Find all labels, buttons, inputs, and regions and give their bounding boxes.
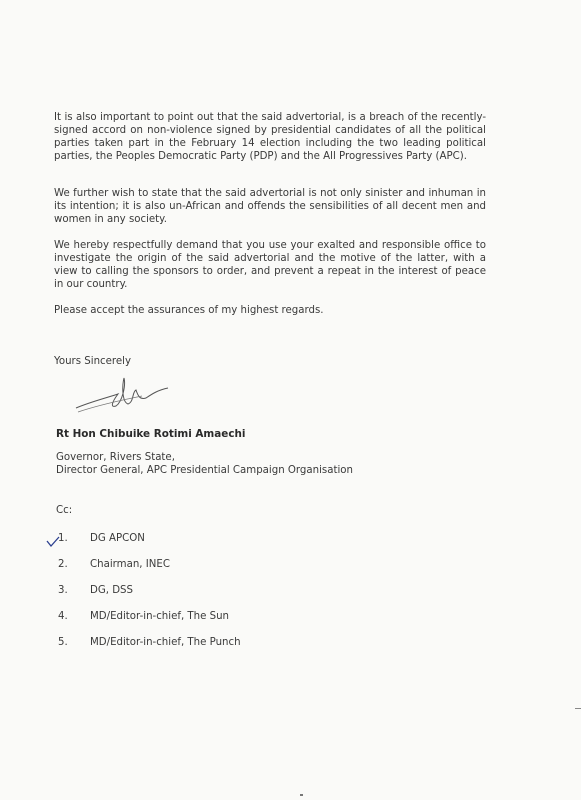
cc-item-number: 4. xyxy=(58,611,68,622)
closing-salutation: Yours Sincerely xyxy=(54,356,132,367)
scan-edge-mark xyxy=(575,708,581,709)
cc-item-text: Chairman, INEC xyxy=(90,559,170,570)
cc-list-item xyxy=(58,585,358,599)
cc-item-number: 5. xyxy=(58,637,68,648)
paragraph-regards: Please accept the assurances of my highest regards. xyxy=(54,305,324,316)
paragraph-breach-of-accord: It is also important to point out that the said advertorial, is a breach of the recently- signed accord on non-violence signed by presidential candidates of all the political parties taken part in the February 14 election including the two leading political parties, the Peoples Democratic Party (PDP) and the All Progressives Party (APC). xyxy=(54,112,486,162)
cc-item-text: MD/Editor-in-chief, The Sun xyxy=(90,611,229,622)
paragraph-sinister-intention: We further wish to state that the said advertorial is not only sinister and inhuman in its intention; it is also un-African and offends the sensibilities of all decent men and women in any society. xyxy=(54,188,486,225)
signer-title-governor: Governor, Rivers State, xyxy=(56,452,175,463)
paragraph-demand-investigation: We hereby respectfully demand that you use your exalted and responsible office to investigate the origin of the said advertorial and the motive of the latter, with a view to calling the sponsors to order, and prevent a repeat in the interest of peace in our country. xyxy=(54,240,486,290)
scan-speck xyxy=(300,794,303,796)
signer-name: Rt Hon Chibuike Rotimi Amaechi xyxy=(56,428,246,440)
cc-label: Cc: xyxy=(56,505,73,516)
cc-list-item xyxy=(58,611,358,625)
cc-list-item xyxy=(58,637,358,651)
cc-list-item xyxy=(58,559,358,573)
signer-title-director-general: Director General, APC Presidential Campaign Organisation xyxy=(56,465,353,476)
cc-item-text: DG, DSS xyxy=(90,585,133,596)
cc-list-item xyxy=(58,533,358,547)
cc-item-text: MD/Editor-in-chief, The Punch xyxy=(90,637,241,648)
cc-item-number: 3. xyxy=(58,585,68,596)
cc-item-number: 2. xyxy=(58,559,68,570)
cc-item-text: DG APCON xyxy=(90,533,145,544)
cc-item-number: 1. xyxy=(58,533,68,544)
handwritten-signature xyxy=(72,372,172,420)
